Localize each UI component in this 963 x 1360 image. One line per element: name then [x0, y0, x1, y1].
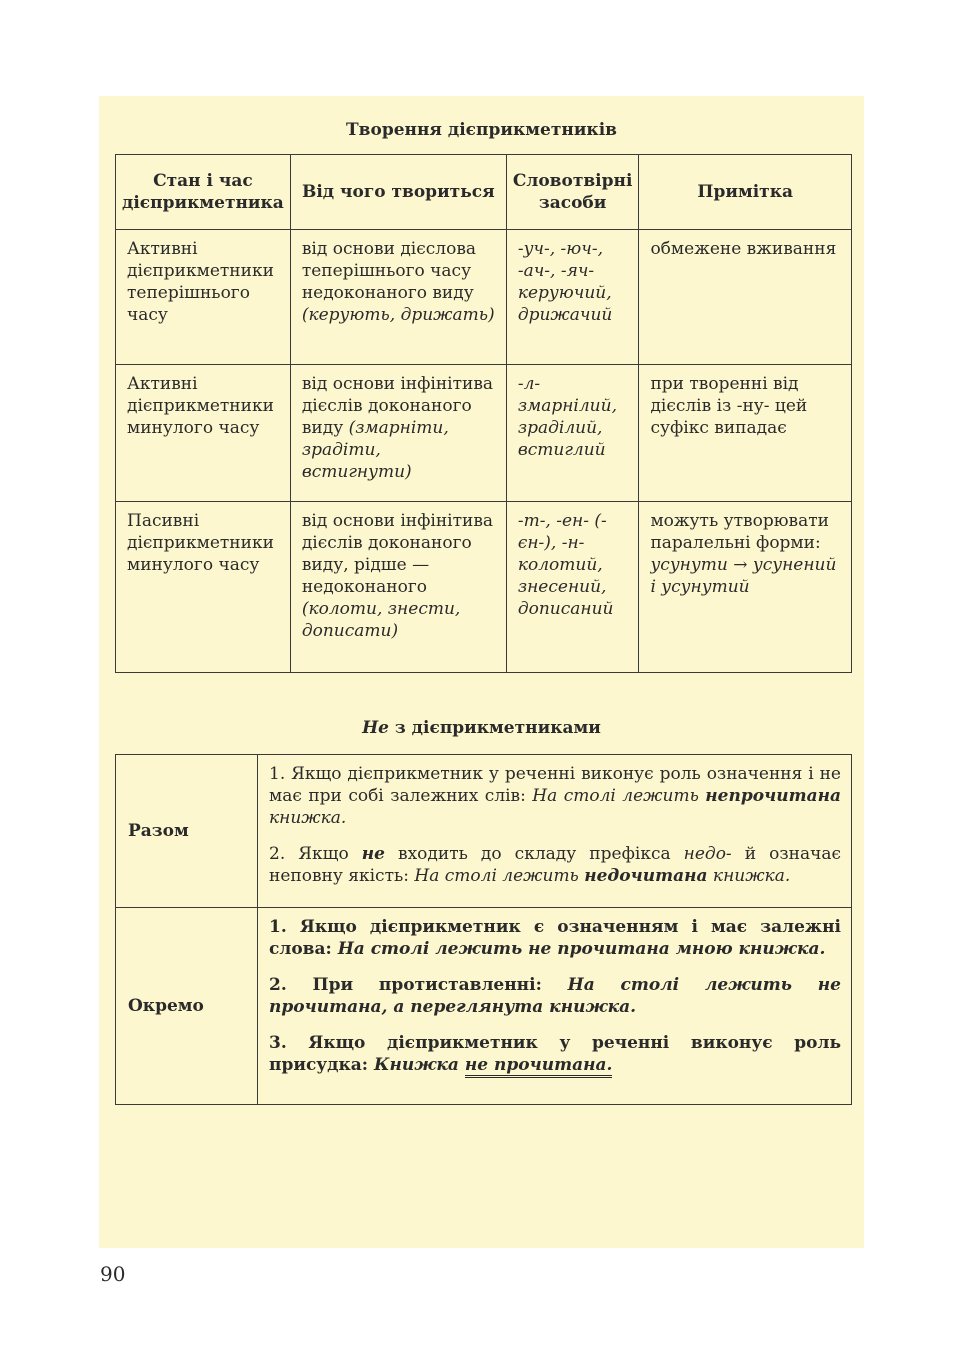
table-row	[116, 908, 852, 1105]
example-text: Книжка	[374, 1055, 465, 1075]
prefix-text: недо-	[683, 844, 732, 864]
rules-together	[258, 755, 852, 908]
source-examples: (керують, дрижать)	[301, 305, 495, 325]
participle-formation-table	[115, 154, 852, 673]
example-text: книжка.	[269, 808, 347, 828]
rules-separate	[258, 908, 852, 1105]
source-text: від основи інфінітива дієслів доконаного виду	[301, 374, 494, 438]
label-together: Разом	[116, 755, 258, 908]
cell-note: при творенні від дієслів із -ну- цей суфікс випадає	[639, 365, 852, 502]
cell-note	[639, 502, 852, 673]
rule-text: 2. При протиставленні:	[269, 975, 568, 995]
header-source: Від чого твориться	[290, 155, 506, 230]
example-keyword: не прочитана	[528, 939, 670, 959]
example-keyword: не прочитана.	[465, 1055, 613, 1078]
example-word: зраділий,	[517, 418, 603, 438]
example-word: керуючий,	[517, 283, 612, 303]
rule-keyword: не	[361, 844, 385, 864]
cell-source	[290, 365, 506, 502]
rule-paragraph	[269, 916, 841, 960]
cell-state: Пасивні дієприкметники минулого часу	[116, 502, 291, 673]
page-panel	[99, 96, 864, 1248]
rule-paragraph	[269, 843, 841, 887]
example-word: дописаний	[517, 599, 614, 619]
table2-title	[99, 718, 864, 738]
cell-suffixes	[506, 230, 639, 365]
cell-suffixes	[506, 365, 639, 502]
table-header-row	[116, 155, 852, 230]
cell-state: Активні дієприкметники минулого часу	[116, 365, 291, 502]
example-word: колотий,	[517, 555, 603, 575]
rule-text: 3. Якщо дієприкметник у реченні виконує роль присудка:	[269, 1033, 841, 1075]
suffix-list: -т-, -ен- (-єн-), -н-	[517, 511, 607, 553]
example-word: змарнілий,	[517, 396, 617, 416]
note-text: можуть утворювати паралельні форми:	[650, 511, 829, 553]
example-word: знесений,	[517, 577, 607, 597]
example-text: На столі лежить	[567, 975, 818, 995]
example-word: встиглий	[517, 440, 606, 460]
title-rest: з дієприкметниками	[389, 718, 601, 738]
example-text: На столі лежить	[532, 786, 706, 806]
source-examples: (змарніти, зрадіти, встигнути)	[301, 418, 449, 482]
source-examples: (колоти, знести, дописати)	[301, 599, 461, 641]
rule-paragraph	[269, 974, 841, 1018]
example-text: мною книжка.	[669, 939, 826, 959]
table-row	[116, 365, 852, 502]
cell-suffixes	[506, 502, 639, 673]
example-keyword: непрочитана	[705, 786, 841, 806]
title-ne: Не	[362, 718, 389, 738]
table-row	[116, 502, 852, 673]
header-note: Примітка	[639, 155, 852, 230]
rule-text: 2. Якщо	[269, 844, 362, 864]
rule-paragraph	[269, 1032, 841, 1076]
example-word: дрижачий	[517, 305, 613, 325]
example-text: На столі лежить	[337, 939, 529, 959]
suffix-list: -л-	[517, 374, 541, 394]
cell-state: Активні дієприкметники теперішнього часу	[116, 230, 291, 365]
rule-paragraph	[269, 763, 841, 829]
header-suffixes: Словотвірні засоби	[506, 155, 639, 230]
table-row	[116, 755, 852, 908]
source-text: від основи дієслова теперішнього часу недоконаного виду	[301, 239, 477, 303]
example-keyword: не прочитана	[269, 975, 841, 1017]
note-examples: усунути → усунений і усунутий	[650, 555, 837, 597]
rule-text: входить до складу префікса	[384, 844, 684, 864]
label-separate: Окремо	[116, 908, 258, 1105]
page-number: 90	[100, 1262, 126, 1286]
source-text: від основи інфінітива дієслів доконаного виду, рідше — недоконаного	[301, 511, 494, 597]
ne-with-participles-table	[115, 754, 852, 1105]
rule-text: й означає неповну якість:	[269, 844, 841, 886]
rule-text: 1. Якщо дієприкметник є означенням і має залежні слова:	[269, 917, 841, 959]
rule-text: 1. Якщо дієприкметник у реченні виконує роль означення і не має при собі залежних слів:	[269, 764, 841, 806]
table1-title: Творення дієприкметників	[346, 120, 617, 140]
cell-note: обмежене вживання	[639, 230, 852, 365]
example-text: книжка.	[707, 866, 791, 886]
example-text: На столі лежить	[414, 866, 585, 886]
header-state: Стан і час дієприкметника	[116, 155, 291, 230]
cell-source	[290, 502, 506, 673]
table-row	[116, 230, 852, 365]
example-keyword: недочитана	[584, 866, 708, 886]
cell-source	[290, 230, 506, 365]
suffix-list: -уч-, -юч-, -ач-, -яч-	[517, 239, 603, 281]
example-text: , а переглянута книжка.	[381, 997, 637, 1017]
